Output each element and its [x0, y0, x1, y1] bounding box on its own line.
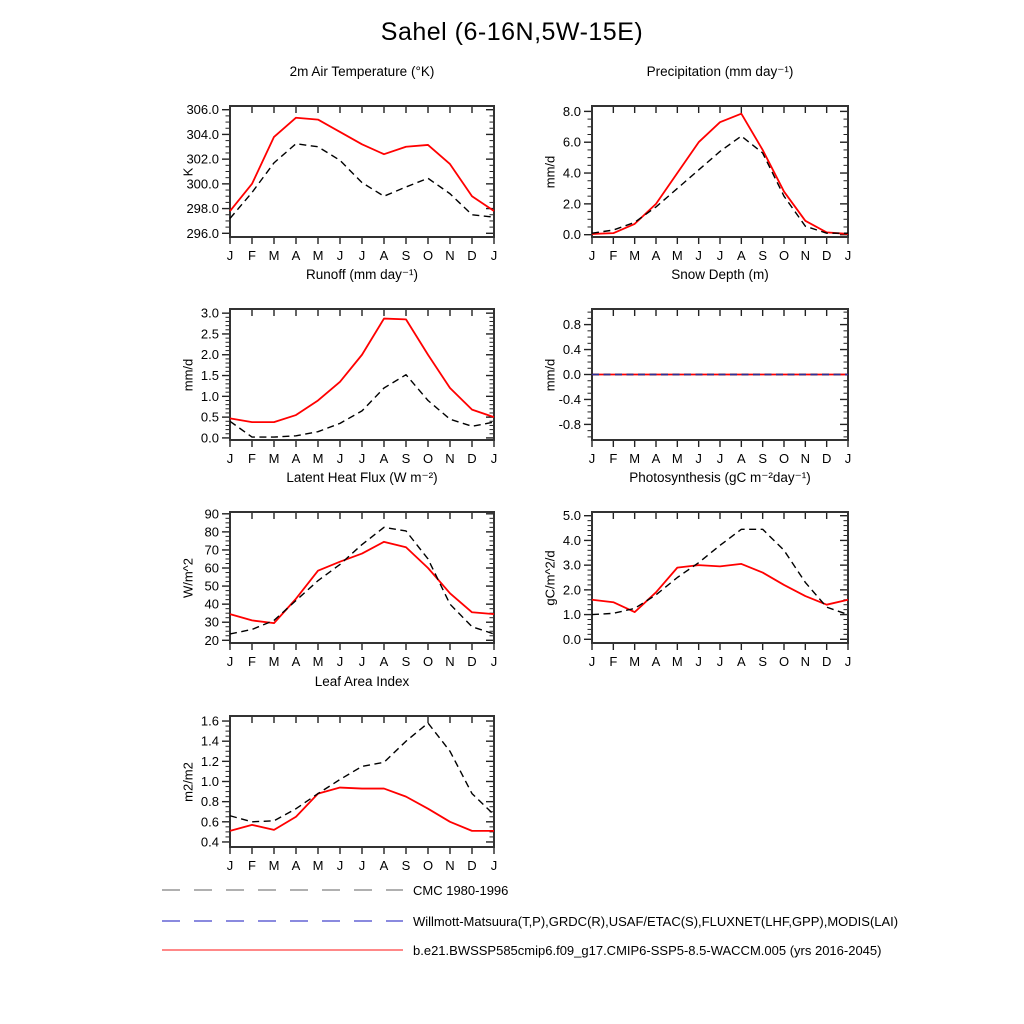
photosynthesis-plot: [510, 486, 905, 671]
svg-text:0.5: 0.5: [200, 409, 219, 425]
panel-title: Runoff (mm day⁻¹): [306, 267, 418, 282]
svg-text:M: M: [629, 248, 641, 263]
svg-text:M: M: [671, 248, 683, 263]
legend-item-label: b.e21.BWSSP585cmip6.f09_g17.CMIP6-SSP5-8.5-WACCM.005 (yrs 2016-2045): [413, 942, 882, 958]
svg-text:M: M: [268, 248, 280, 263]
svg-text:A: A: [379, 654, 389, 669]
svg-text:-0.4: -0.4: [558, 391, 581, 407]
y-axis-label: mm/d: [542, 155, 558, 189]
panel-latent-heat-flux: [148, 468, 543, 673]
svg-text:M: M: [671, 451, 683, 466]
svg-text:40: 40: [204, 596, 219, 612]
svg-text:J: J: [588, 654, 596, 669]
svg-text:J: J: [490, 451, 498, 466]
svg-text:A: A: [651, 248, 661, 263]
svg-text:M: M: [671, 654, 683, 669]
svg-text:0.0: 0.0: [562, 367, 581, 382]
svg-text:302.0: 302.0: [186, 151, 219, 167]
svg-text:3.0: 3.0: [200, 305, 219, 321]
svg-text:O: O: [778, 248, 790, 263]
svg-text:S: S: [758, 451, 768, 466]
svg-text:J: J: [358, 654, 366, 669]
svg-text:D: D: [821, 451, 832, 466]
svg-text:M: M: [629, 654, 641, 669]
svg-text:A: A: [291, 654, 301, 669]
svg-text:1.5: 1.5: [200, 368, 219, 384]
svg-text:0.0: 0.0: [562, 631, 581, 647]
svg-text:M: M: [268, 654, 280, 669]
svg-text:J: J: [588, 248, 596, 263]
latent-heat-flux-plot: [148, 486, 543, 671]
svg-text:F: F: [248, 654, 256, 669]
svg-text:30: 30: [204, 614, 219, 630]
svg-text:F: F: [609, 451, 618, 466]
svg-text:M: M: [312, 858, 324, 873]
svg-text:1.4: 1.4: [200, 733, 219, 749]
svg-text:J: J: [336, 858, 344, 873]
svg-text:S: S: [401, 451, 411, 466]
panel-title: Leaf Area Index: [314, 674, 410, 689]
svg-text:J: J: [336, 451, 344, 466]
svg-text:F: F: [248, 858, 256, 873]
svg-text:N: N: [800, 451, 811, 466]
svg-text:F: F: [248, 248, 256, 263]
svg-text:60: 60: [204, 560, 219, 576]
svg-text:0.0: 0.0: [200, 430, 219, 446]
svg-text:8.0: 8.0: [562, 103, 581, 119]
svg-text:D: D: [821, 654, 832, 669]
legend-item: [160, 913, 898, 929]
svg-text:D: D: [821, 248, 832, 263]
svg-text:4.0: 4.0: [562, 532, 581, 548]
svg-text:20: 20: [204, 632, 219, 648]
svg-text:O: O: [778, 654, 790, 669]
panel-title: Snow Depth (m): [671, 267, 769, 282]
svg-text:J: J: [844, 654, 852, 669]
svg-text:J: J: [695, 451, 702, 466]
y-axis-label: W/m^2: [180, 557, 196, 599]
svg-text:D: D: [467, 654, 477, 669]
svg-text:J: J: [695, 654, 702, 669]
panel-precipitation: [510, 62, 905, 267]
legend-item-label: Willmott-Matsuura(T,P),GRDC(R),USAF/ETAC(S),FLUXNET(LHF,GPP),MODIS(LAI): [413, 913, 899, 929]
svg-text:1.0: 1.0: [562, 607, 581, 623]
legend-line-observations: [160, 914, 405, 928]
svg-text:1.0: 1.0: [200, 774, 219, 789]
legend-item-label: CMC 1980-1996: [413, 882, 509, 898]
svg-text:J: J: [716, 248, 724, 263]
svg-text:J: J: [844, 451, 852, 466]
svg-text:O: O: [778, 451, 790, 466]
page-title: Sahel (6-16N,5W-15E): [380, 18, 644, 46]
svg-text:300.0: 300.0: [186, 176, 219, 192]
svg-text:S: S: [401, 654, 411, 669]
svg-text:D: D: [467, 451, 477, 466]
svg-text:O: O: [422, 858, 434, 873]
svg-text:O: O: [422, 248, 434, 263]
legend-item: [160, 882, 508, 898]
svg-text:J: J: [490, 858, 498, 873]
svg-text:0.8: 0.8: [200, 794, 219, 810]
svg-text:J: J: [490, 248, 498, 263]
air-temperature-plot: [148, 80, 543, 265]
svg-text:F: F: [609, 248, 618, 263]
svg-text:A: A: [651, 654, 661, 669]
svg-text:A: A: [379, 451, 389, 466]
svg-text:J: J: [358, 248, 366, 263]
svg-text:J: J: [490, 654, 498, 669]
svg-text:A: A: [736, 248, 746, 263]
svg-text:80: 80: [204, 524, 219, 540]
svg-text:J: J: [588, 451, 596, 466]
svg-text:J: J: [226, 654, 234, 669]
svg-text:296.0: 296.0: [186, 225, 219, 241]
y-axis-label: gC/m^2/d: [542, 550, 558, 606]
svg-text:M: M: [312, 654, 324, 669]
svg-text:J: J: [336, 654, 344, 669]
svg-text:N: N: [445, 248, 455, 263]
svg-text:A: A: [736, 451, 746, 466]
svg-text:M: M: [629, 451, 641, 466]
snow-depth-plot: [510, 283, 905, 468]
svg-text:M: M: [268, 451, 280, 466]
svg-text:0.0: 0.0: [562, 227, 581, 243]
panel-runoff: [148, 265, 543, 470]
panel-photosynthesis: [510, 468, 905, 673]
svg-text:N: N: [445, 451, 455, 466]
legend-line-cmc: [160, 883, 405, 897]
panel-title: Latent Heat Flux (W m⁻²): [286, 470, 438, 485]
runoff-plot: [148, 283, 543, 468]
svg-text:2.0: 2.0: [562, 196, 581, 212]
y-axis-label: K: [180, 167, 196, 177]
svg-text:J: J: [226, 248, 234, 263]
panel-air-temperature: [148, 62, 543, 267]
svg-text:J: J: [226, 451, 234, 466]
svg-text:2.0: 2.0: [562, 582, 581, 598]
svg-text:-0.8: -0.8: [558, 416, 581, 432]
svg-text:J: J: [358, 858, 366, 873]
svg-text:A: A: [379, 248, 389, 263]
y-axis-label: mm/d: [180, 358, 196, 392]
svg-text:2.0: 2.0: [200, 347, 219, 363]
svg-text:M: M: [312, 248, 324, 263]
svg-text:J: J: [336, 248, 344, 263]
svg-text:6.0: 6.0: [562, 134, 581, 150]
svg-text:M: M: [268, 858, 280, 873]
svg-text:A: A: [651, 451, 661, 466]
svg-text:298.0: 298.0: [186, 201, 219, 217]
svg-text:1.2: 1.2: [200, 753, 219, 769]
svg-text:S: S: [401, 858, 411, 873]
legend-line-model: [160, 943, 405, 957]
svg-text:50: 50: [204, 578, 219, 594]
svg-text:A: A: [291, 248, 301, 263]
svg-text:M: M: [312, 451, 324, 466]
y-axis-label: mm/d: [542, 358, 558, 392]
panel-title: Precipitation (mm day⁻¹): [646, 64, 794, 79]
precipitation-plot: [510, 80, 905, 265]
panel-snow-depth: [510, 265, 905, 470]
panel-leaf-area-index: [148, 672, 543, 877]
svg-text:1.6: 1.6: [200, 713, 219, 729]
svg-text:0.8: 0.8: [562, 317, 581, 333]
leaf-area-index-plot: [148, 690, 543, 875]
svg-text:F: F: [609, 654, 618, 669]
svg-text:0.4: 0.4: [562, 342, 581, 358]
svg-text:N: N: [800, 248, 811, 263]
svg-text:0.4: 0.4: [200, 834, 219, 850]
svg-text:J: J: [695, 248, 702, 263]
svg-text:O: O: [422, 451, 434, 466]
panel-title: Photosynthesis (gC m⁻²day⁻¹): [629, 470, 811, 485]
svg-text:S: S: [758, 654, 768, 669]
svg-text:4.0: 4.0: [562, 165, 581, 181]
svg-text:0.6: 0.6: [200, 814, 219, 830]
svg-text:O: O: [422, 654, 434, 669]
svg-text:A: A: [291, 858, 301, 873]
svg-text:N: N: [445, 858, 455, 873]
svg-text:J: J: [716, 654, 724, 669]
svg-text:3.0: 3.0: [562, 557, 581, 573]
svg-text:D: D: [467, 248, 477, 263]
svg-text:N: N: [445, 654, 455, 669]
svg-text:2.5: 2.5: [200, 326, 219, 342]
svg-text:N: N: [800, 654, 811, 669]
svg-text:A: A: [291, 451, 301, 466]
svg-text:J: J: [226, 858, 234, 873]
svg-text:J: J: [844, 248, 852, 263]
svg-text:70: 70: [204, 542, 219, 558]
svg-text:D: D: [467, 858, 477, 873]
svg-text:S: S: [758, 248, 768, 263]
svg-text:90: 90: [204, 506, 219, 522]
legend-item: [160, 942, 881, 958]
svg-text:5.0: 5.0: [562, 508, 581, 524]
svg-text:1.0: 1.0: [200, 388, 219, 404]
svg-text:J: J: [358, 451, 366, 466]
panel-title: 2m Air Temperature (°K): [289, 64, 435, 79]
svg-text:306.0: 306.0: [186, 102, 219, 118]
svg-text:S: S: [401, 248, 411, 263]
svg-text:A: A: [379, 858, 389, 873]
y-axis-label: m2/m2: [180, 762, 196, 802]
svg-text:J: J: [716, 451, 724, 466]
svg-text:A: A: [736, 654, 746, 669]
svg-text:304.0: 304.0: [186, 126, 219, 142]
svg-text:F: F: [248, 451, 256, 466]
